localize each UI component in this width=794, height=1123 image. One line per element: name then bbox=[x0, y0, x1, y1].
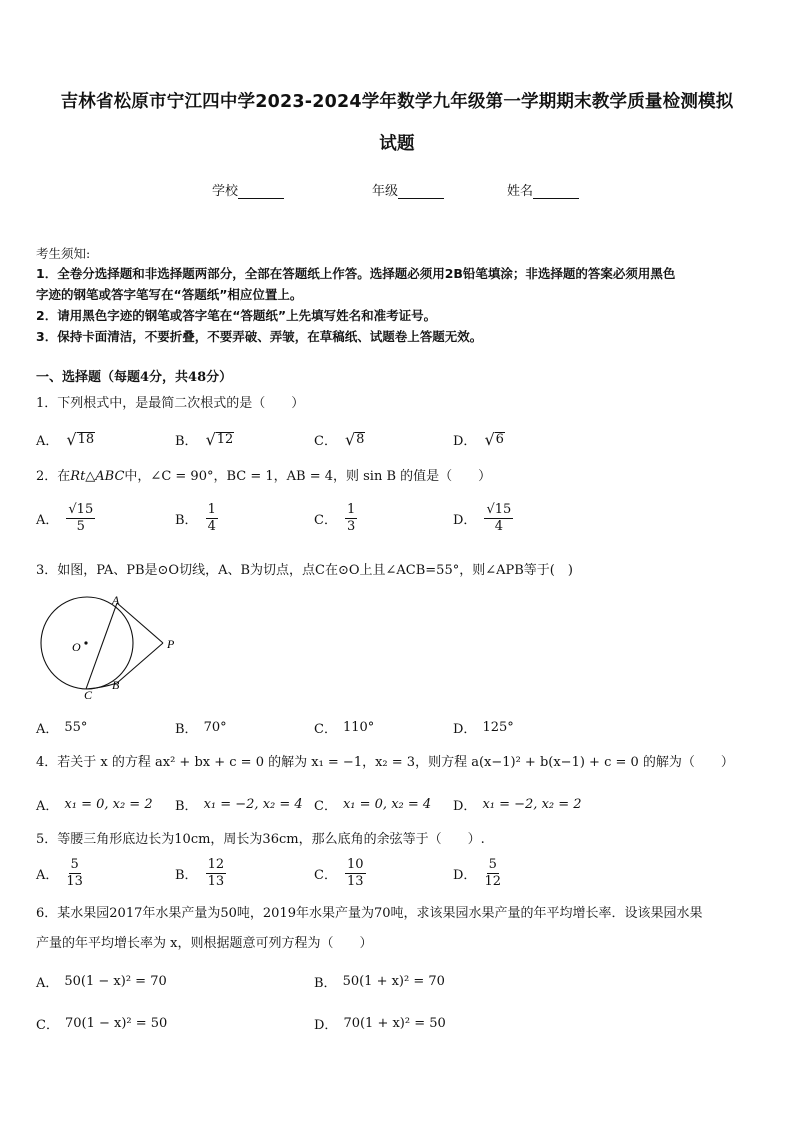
tangent-pa bbox=[117, 603, 163, 643]
fraction: $\frac{1}{4}$ bbox=[207, 502, 216, 534]
notice-item-1: 1．全卷分选择题和非选择题两部分，全部在答题纸上作答。选择题必须用2B铅笔填涂；非选择题的答案必须用黑色 bbox=[36, 266, 676, 281]
q1-option-d[interactable]: D． √ 6 bbox=[453, 429, 504, 449]
q2-option-c[interactable]: C． $\frac{1}{3}$ bbox=[314, 502, 356, 534]
sqrt-symbol: √ 8 bbox=[344, 429, 365, 449]
chord-ca bbox=[86, 603, 117, 689]
q4-option-b[interactable]: B． x₁ = −2, x₂ = 4 bbox=[175, 797, 303, 814]
q4-option-d[interactable]: D． x₁ = −2, x₂ = 2 bbox=[453, 797, 582, 814]
question-1-stem: 1．下列根式中，是最简二次根式的是（ ） bbox=[36, 396, 305, 411]
grade-label: 年级 bbox=[372, 184, 399, 199]
name-blank[interactable] bbox=[533, 186, 579, 199]
fraction: $\frac{√15}{4}$ bbox=[486, 502, 512, 534]
question-6-stem-line2: 产量的年平均增长率为 x，则根据题意可列方程为（ ） bbox=[36, 936, 373, 951]
q3-option-b[interactable]: B． 70° bbox=[175, 720, 227, 737]
q4-option-a[interactable]: A． x₁ = 0, x₂ = 2 bbox=[36, 797, 153, 814]
q6-option-d[interactable]: D． 70(1 + x)² = 50 bbox=[314, 1016, 446, 1033]
center-dot bbox=[84, 641, 87, 644]
school-field[interactable] bbox=[212, 180, 284, 199]
q4-option-c[interactable]: C． x₁ = 0, x₂ = 4 bbox=[314, 797, 432, 814]
q1-option-c[interactable]: C． √ 8 bbox=[314, 429, 365, 449]
q3-option-c[interactable]: C． 110° bbox=[314, 720, 375, 737]
circle-tangent-figure bbox=[36, 590, 186, 700]
notice-heading: 考生须知: bbox=[36, 246, 91, 261]
q6-option-b[interactable]: B． 50(1 + x)² = 70 bbox=[314, 974, 445, 991]
fraction: $\frac{1}{3}$ bbox=[346, 502, 356, 534]
name-field[interactable] bbox=[507, 180, 579, 199]
q1-option-a[interactable]: A． √ 18 bbox=[36, 429, 95, 449]
q5-option-a[interactable]: A． $\frac{5}{13}$ bbox=[36, 857, 83, 889]
sqrt-symbol: √ 6 bbox=[484, 429, 504, 449]
page-title-line1: 吉林省松原市宁江四中学2023-2024学年数学九年级第一学期期末教学质量检测模拟 bbox=[60, 92, 734, 112]
school-blank[interactable] bbox=[238, 186, 284, 199]
question-6-stem-line1: 6．某水果园2017年水果产量为50吨，2019年水果产量为70吨，求该果园水果产量的年平均增长率．设该果园水果 bbox=[36, 906, 703, 921]
notice-item-1-cont: 字迹的钢笔或答字笔写在“答题纸”相应位置上。 bbox=[36, 287, 303, 302]
question-5-stem: 5．等腰三角形底边长为10cm，周长为36cm，那么底角的余弦等于（ ）. bbox=[36, 832, 485, 847]
svg-text:O: O bbox=[72, 640, 81, 654]
q6-option-c[interactable]: C． 70(1 − x)² = 50 bbox=[36, 1016, 168, 1033]
q6-option-a[interactable]: A． 50(1 − x)² = 70 bbox=[36, 974, 167, 991]
q5-option-b[interactable]: B． $\frac{12}{13}$ bbox=[175, 857, 225, 889]
fraction: $\frac{10}{13}$ bbox=[346, 857, 364, 889]
q5-option-c[interactable]: C． $\frac{10}{13}$ bbox=[314, 857, 364, 889]
svg-text:C: C bbox=[84, 688, 93, 700]
q2-option-b[interactable]: B． $\frac{1}{4}$ bbox=[175, 502, 216, 534]
question-3-stem: 3．如图，PA、PB是⊙O切线，A、B为切点，点C在⊙O上且∠ACB=55°，则∠APB等于( ) bbox=[36, 563, 573, 578]
svg-text:P: P bbox=[167, 637, 175, 651]
q2-option-a[interactable]: A． $\frac{√15}{5}$ bbox=[36, 502, 94, 534]
notice-item-2: 2．请用黑色字迹的钢笔或答字笔在“答题纸”上先填写姓名和准考证号。 bbox=[36, 308, 437, 323]
q3-option-d[interactable]: D． 125° bbox=[453, 720, 514, 737]
grade-blank[interactable] bbox=[398, 186, 444, 199]
svg-text:B: B bbox=[112, 678, 120, 692]
question-4-stem: 4．若关于 x 的方程 ax² + bx + c = 0 的解为 x₁ = −1，x₂ = 3，则方程 a(x−1)² + b(x−1) + c = 0 的解为（ ） bbox=[36, 755, 734, 770]
fraction: $\frac{5}{13}$ bbox=[66, 857, 83, 889]
sqrt-symbol: √ 18 bbox=[66, 429, 95, 449]
q5-option-d[interactable]: D． $\frac{5}{12}$ bbox=[453, 857, 501, 889]
page-title-line2: 试题 bbox=[379, 134, 415, 154]
sqrt-symbol: √ 12 bbox=[205, 429, 234, 449]
fraction: $\frac{12}{13}$ bbox=[207, 857, 225, 889]
fraction: $\frac{5}{12}$ bbox=[484, 857, 501, 889]
q3-option-a[interactable]: A． 55° bbox=[36, 720, 88, 737]
fraction: $\frac{√15}{5}$ bbox=[68, 502, 94, 534]
grade-field[interactable] bbox=[372, 180, 444, 199]
section-heading: 一、选择题（每题4分，共48分） bbox=[36, 370, 233, 385]
name-label: 姓名 bbox=[507, 184, 534, 199]
notice-item-3: 3．保持卡面清洁，不要折叠，不要弄破、弄皱，在草稿纸、试题卷上答题无效。 bbox=[36, 329, 483, 344]
question-2-stem: 2．在Rt△ABC中，∠C = 90°，BC = 1，AB = 4，则 sin B 的值是（ ） bbox=[36, 469, 492, 484]
school-label: 学校 bbox=[212, 184, 239, 199]
q2-option-d[interactable]: D． $\frac{√15}{4}$ bbox=[453, 502, 512, 534]
svg-text:A: A bbox=[112, 593, 120, 607]
tangent-pb bbox=[117, 643, 163, 683]
q1-option-b[interactable]: B． √ 12 bbox=[175, 429, 234, 449]
